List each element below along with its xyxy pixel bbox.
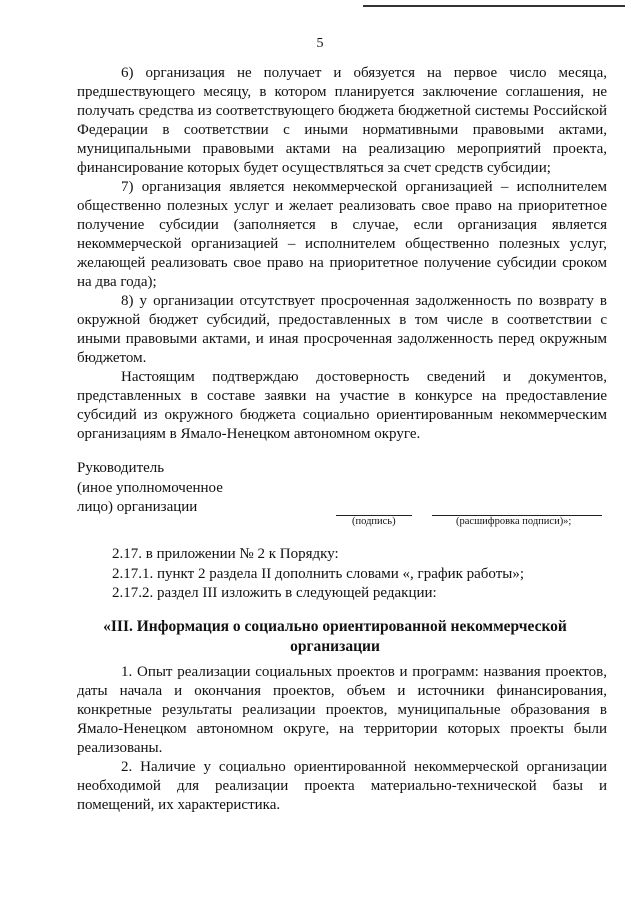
amendment-2-17-2: 2.17.2. раздел III изложить в следующей редакции: — [112, 585, 437, 601]
signer-title-line1: Руководитель — [77, 460, 165, 476]
section-heading: «III. Информация о социально ориентированной некоммерческой организации — [103, 618, 567, 655]
signature-block — [77, 459, 223, 518]
section-item-2: 2. Наличие у социально ориентированной некоммерческой организации необходимой для реализации проекта материально-технической базы и помещений, их характеристика. — [77, 759, 607, 813]
signer-title-line2: (иное уполномоченное — [77, 479, 223, 496]
item-8: 8) у организации отсутствует просроченная задолженность по возврату в окружной бюджет субсидий, предоставленных в том числе в соответствии с иными правовыми актами, и иная просроченная задолженность перед окружным бюджетом. — [77, 293, 607, 366]
confirmation-paragraph: Настоящим подтверждаю достоверность сведений и документов, представленных в составе заявки на участие в конкурсе на предоставление субсидий из окружного бюджета социально ориентированным некоммерческим организациям в Ямало-Ненецком автономном округе. — [77, 369, 607, 442]
signer-title-line3: лицо) организации — [77, 499, 198, 515]
section-items — [77, 663, 607, 815]
amendment-2-17: 2.17. в приложении № 2 к Порядку: — [112, 546, 339, 562]
page-number: 5 — [316, 36, 324, 51]
signature-caption: (подпись) — [352, 516, 396, 527]
item-6: 6) организация не получает и обязуется на первое число месяца, предшествующего месяцу, в котором планируется заключение соглашения, не получать средства из соответствующего бюджета бюджетной системы Российской Федерации в соответствии с иными нормативными правовыми актами, муниципальными правовыми актами на реализацию мероприятий проекта, финансирование которых будет осуществляться за счет средств субсидии; — [77, 65, 607, 176]
amendments — [77, 545, 524, 604]
section-item-1: 1. Опыт реализации социальных проектов и программ: названия проектов, даты начала и окончания проектов, объем и источники финансирования, конкретные результаты реализации проектов, муниципальные образования в Ямало-Ненецком автономном округе, на территории которых проекты были реализованы. — [77, 664, 607, 756]
conditions-list — [77, 64, 607, 444]
amendment-2-17-1: 2.17.1. пункт 2 раздела II дополнить словами «, график работы»; — [112, 565, 525, 582]
item-7: 7) организация является некоммерческой организацией – исполнителем общественно полезных услуг и желает реализовать свое право на приоритетное получение субсидии (заполняется в случае, если организация является некоммерческой организацией – исполнителем общественно полезных услуг, желающей реализовать свое право на приоритетное получение субсидии сроком на два года); — [77, 179, 607, 290]
top-border-line — [363, 5, 625, 7]
name-caption: (расшифровка подписи)»; — [456, 516, 572, 527]
